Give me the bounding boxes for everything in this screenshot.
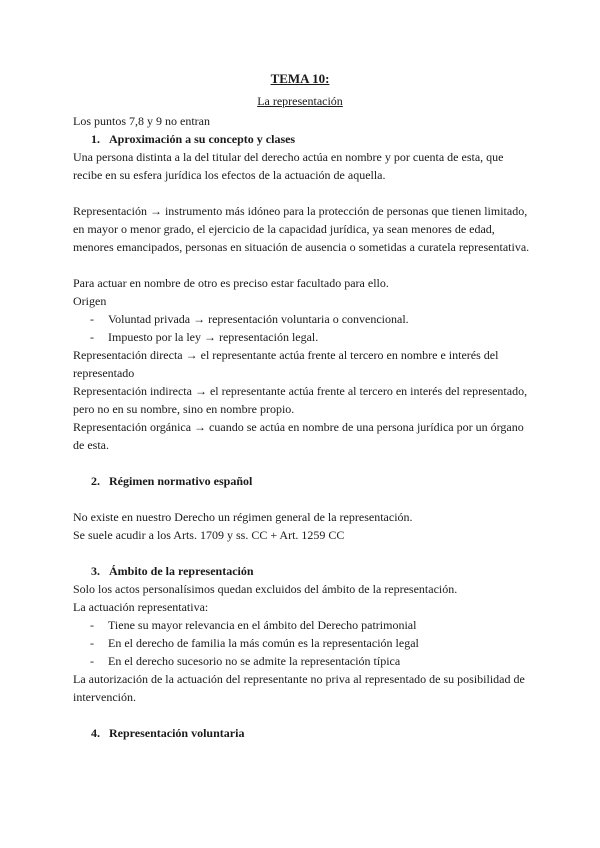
- paragraph: Se suele acudir a los Arts. 1709 y ss. CC + Art. 1259 CC: [73, 528, 345, 542]
- section-number: 3.: [91, 564, 100, 578]
- section-heading-2: [73, 472, 533, 490]
- paragraph: La autorización de la actuación del representante no priva al representado de su posibilidad de intervención.: [73, 672, 525, 704]
- dash-bullet: -: [90, 330, 94, 344]
- section-title: Régimen normativo español: [109, 474, 253, 488]
- section-number: 4.: [91, 726, 100, 740]
- section-heading-4: [73, 724, 533, 742]
- section-number: 1.: [91, 132, 100, 146]
- document-body: [73, 112, 533, 742]
- paragraph: Representación directa → el representante actúa frente al tercero en nombre e interés del representado: [73, 348, 499, 380]
- paragraph: No existe en nuestro Derecho un régimen general de la representación.: [73, 510, 413, 524]
- paragraph: Origen: [73, 294, 107, 308]
- list-item: - En el derecho de familia la más común es la representación legal: [90, 636, 419, 650]
- intro-text: Los puntos 7,8 y 9 no entran: [73, 114, 210, 128]
- list-item: - Tiene su mayor relevancia en el ámbito del Derecho patrimonial: [90, 618, 417, 632]
- list-item: - Impuesto por la ley → representación legal.: [90, 330, 319, 344]
- paragraph: Representación indirecta → el representante actúa frente al tercero en interés del representado, pero no en su nombre, sino en nombre propio.: [73, 384, 528, 416]
- section-title: Aproximación a su concepto y clases: [109, 132, 296, 146]
- dash-bullet: -: [90, 312, 94, 326]
- list-item: - Voluntad privada → representación voluntaria o convencional.: [90, 312, 409, 326]
- section-number: 2.: [91, 474, 100, 488]
- section-heading-3: [73, 562, 533, 580]
- paragraph: Representación orgánica → cuando se actúa en nombre de una persona jurídica por un órgano de esta.: [73, 420, 524, 452]
- section-title: Ámbito de la representación: [109, 564, 254, 578]
- paragraph: Para actuar en nombre de otro es preciso estar facultado para ello.: [73, 276, 389, 290]
- section-heading-1: [73, 130, 533, 148]
- list-item: - En el derecho sucesorio no se admite la representación típica: [90, 654, 401, 668]
- page-title: TEMA 10:: [270, 71, 330, 86]
- dash-bullet: -: [90, 636, 94, 650]
- paragraph: La actuación representativa:: [73, 600, 209, 614]
- section-title: Representación voluntaria: [109, 726, 245, 740]
- dash-bullet: -: [90, 618, 94, 632]
- dash-bullet: -: [90, 654, 94, 668]
- page-subtitle: La representación: [257, 94, 343, 108]
- paragraph: Solo los actos personalísimos quedan excluidos del ámbito de la representación.: [73, 582, 458, 596]
- paragraph: Una persona distinta a la del titular del derecho actúa en nombre y por cuenta de esta, que recibe en su esfera jurídica los efectos de la actuación de aquella.: [73, 150, 504, 182]
- paragraph: Representación → instrumento más idóneo para la protección de personas que tienen limitado, en mayor o menor grado, el ejercicio de la capacidad jurídica, ya sean menores de edad, menores emancipados, personas en situación de ausencia o sometidas a curatela representativa.: [73, 204, 530, 254]
